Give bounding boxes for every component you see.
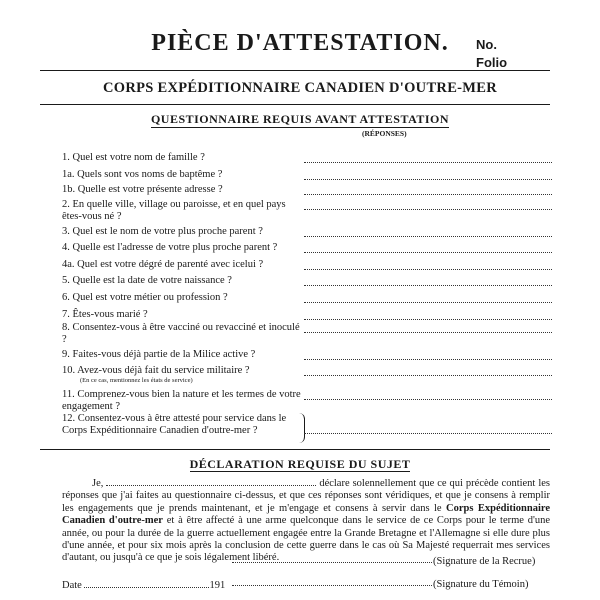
question-row xyxy=(62,413,552,449)
recruit-signature-label: (Signature de la Recrue) xyxy=(433,556,536,567)
question-label: Quelle est l'adresse de votre plus proche parent ? xyxy=(72,242,278,253)
question-label: Quel est votre dégré de parenté avec icelui ? xyxy=(77,259,264,270)
no-folio-block xyxy=(476,36,507,72)
answer-line[interactable] xyxy=(304,152,552,163)
question-row xyxy=(62,365,552,385)
question-label: Consentez-vous à être attesté pour service dans le Corps Expéditionnaire Canadien d'outre-mer ? xyxy=(62,413,287,436)
answer-line[interactable] xyxy=(304,292,552,303)
document-title: PIÈCE D'ATTESTATION. xyxy=(151,30,449,56)
year-prefix: 191 xyxy=(209,580,226,591)
question-number: 6. xyxy=(62,292,70,303)
question-number: 7. xyxy=(62,309,70,320)
question-number: 10. xyxy=(62,365,76,376)
declaration-text-1: déclare solennellement que ce qui précède contient les réponses que j'ai faites au questionnaire ci-dessus, et que ces réponses sont véridiques, et que je consens à remplir les engagements que je prends maintenant, et je m'engage et consens à servir dans le xyxy=(62,478,550,514)
question-text xyxy=(62,322,302,346)
declaration-title xyxy=(0,457,600,472)
question-label: Faites-vous déjà partie de la Milice active ? xyxy=(72,349,256,360)
answer-line[interactable] xyxy=(304,389,552,400)
question-label: Comprenez-vous bien la nature et les termes de votre engagement ? xyxy=(62,389,301,412)
question-label: En quelle ville, village ou paroisse, et en quel pays êtes-vous né ? xyxy=(62,199,286,222)
folio-label: Folio xyxy=(476,55,508,70)
answer-line[interactable] xyxy=(304,365,552,376)
question-label: Quelle est la date de votre naissance ? xyxy=(72,275,232,286)
question-text xyxy=(62,259,302,271)
declaration-title-text: DÉCLARATION REQUISE DU SUJET xyxy=(189,457,411,471)
question-row xyxy=(62,275,552,287)
question-note: (En ce cas, mentionnez les états de service) xyxy=(80,377,193,384)
question-label: Quels sont vos noms de baptême ? xyxy=(77,169,223,180)
answer-line[interactable] xyxy=(304,423,552,434)
question-row xyxy=(62,199,552,223)
questionnaire-title xyxy=(0,112,600,127)
question-number: 4a. xyxy=(62,259,75,270)
declaration-corps: Corps Expéditionnaire Canadien d'outre-mer xyxy=(62,502,551,527)
question-text xyxy=(62,309,302,321)
answer-line[interactable] xyxy=(304,349,552,360)
question-text xyxy=(62,242,302,254)
answer-line[interactable] xyxy=(304,259,552,270)
date-label: Date xyxy=(62,580,82,591)
question-number: 1a. xyxy=(62,169,75,180)
answer-line[interactable] xyxy=(304,275,552,286)
question-number: 4. xyxy=(62,242,70,253)
question-number: 3. xyxy=(62,226,70,237)
question-number: 2. xyxy=(62,199,70,210)
question-text xyxy=(62,413,302,437)
answer-line[interactable] xyxy=(304,184,552,195)
answer-line[interactable] xyxy=(304,309,552,320)
question-number: 1. xyxy=(62,152,70,163)
question-row xyxy=(62,152,552,164)
date-blank[interactable] xyxy=(84,579,209,588)
question-number: 11. xyxy=(62,389,75,400)
question-text xyxy=(62,152,302,164)
divider xyxy=(40,70,550,71)
question-row xyxy=(62,349,552,361)
question-number: 12. xyxy=(62,413,76,424)
corps-heading: CORPS EXPÉDITIONNAIRE CANADIEN D'OUTRE-MER xyxy=(102,80,498,96)
recruit-signature-line[interactable] xyxy=(232,552,432,563)
question-label: Avez-vous déjà fait du service militaire ? xyxy=(77,365,250,376)
no-label: No. xyxy=(476,37,497,52)
question-row xyxy=(62,242,552,254)
answers-label: (RÉPONSES) xyxy=(362,129,407,138)
question-row xyxy=(62,292,552,304)
question-text xyxy=(62,389,302,413)
question-row xyxy=(62,184,552,196)
question-text xyxy=(62,349,302,361)
question-row xyxy=(62,226,552,238)
answer-line[interactable] xyxy=(304,169,552,180)
question-text xyxy=(62,365,302,385)
question-number: 5. xyxy=(62,275,70,286)
divider xyxy=(40,104,550,105)
declaration-text-2: et à être affecté à une arme quelconque dans le service de ce Corps pour le terme d'une année, ou pour la durée de la guerre actuellement engagée entre la Grande Bretagne et l'Allemagne si elle dure plus d'une année, et pour six mois après la conclusion de cette guerre dans le cas où Sa Majesté requerrait mes services d'autant, ou jusqu'à ce que je sois légalement libéré. xyxy=(62,515,551,564)
date-row xyxy=(62,579,225,591)
answer-line[interactable] xyxy=(304,199,552,210)
question-label: Quel est le nom de votre plus proche parent ? xyxy=(72,226,263,237)
question-label: Quel est votre nom de famille ? xyxy=(72,152,205,163)
question-text xyxy=(62,169,302,181)
question-number: 9. xyxy=(62,349,70,360)
question-row xyxy=(62,322,552,346)
question-text xyxy=(62,226,302,238)
question-label: Quel est votre métier ou profession ? xyxy=(72,292,228,303)
witness-signature-line[interactable] xyxy=(232,575,432,586)
name-blank[interactable] xyxy=(106,477,316,486)
questionnaire-title-text: QUESTIONNAIRE REQUIS AVANT ATTESTATION xyxy=(150,112,450,126)
question-row xyxy=(62,309,552,321)
answer-line[interactable] xyxy=(304,242,552,253)
witness-signature-label: (Signature du Témoin) xyxy=(433,579,529,590)
question-row xyxy=(62,169,552,181)
question-row xyxy=(62,259,552,271)
question-text xyxy=(62,292,302,304)
question-text xyxy=(62,199,302,223)
question-row xyxy=(62,389,552,413)
question-number: 1b. xyxy=(62,184,76,195)
question-label: Consentez-vous à être vacciné ou revacciné et inoculé ? xyxy=(62,322,300,345)
question-text xyxy=(62,184,302,196)
answer-line[interactable] xyxy=(304,226,552,237)
answer-line[interactable] xyxy=(304,322,552,333)
question-label: Quelle est votre présente adresse ? xyxy=(77,184,223,195)
question-text xyxy=(62,275,302,287)
question-label: Êtes-vous marié ? xyxy=(72,309,148,320)
question-number: 8. xyxy=(62,322,70,333)
je-label: Je, xyxy=(92,478,104,489)
divider xyxy=(40,449,550,450)
